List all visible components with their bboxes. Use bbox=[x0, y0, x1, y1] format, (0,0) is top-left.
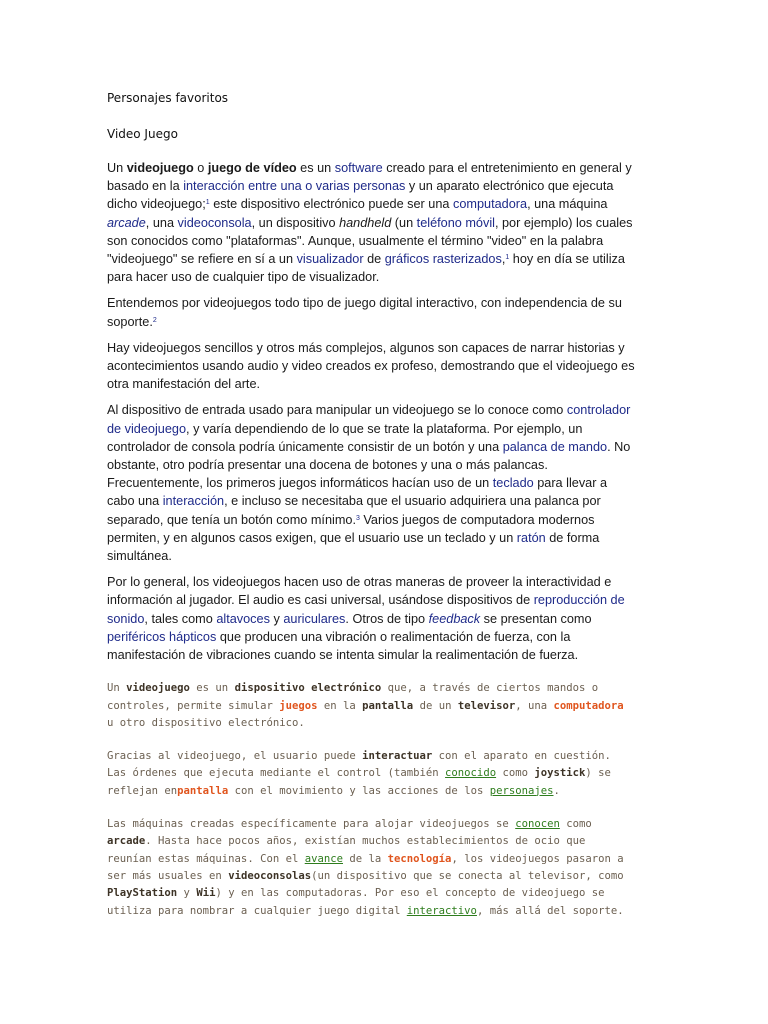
link-interactivo[interactable]: interactivo bbox=[406, 904, 477, 917]
text: ) se reflejan en bbox=[107, 767, 611, 797]
text: es un bbox=[189, 682, 235, 695]
keyword-link[interactable]: juegos bbox=[279, 699, 318, 712]
text: (un dispositivo que se conecta al televisor, como bbox=[311, 869, 624, 882]
text: Las máquinas creadas específicamente para alojar videojuegos se bbox=[107, 818, 516, 831]
footnote-ref[interactable]: 3 bbox=[355, 514, 360, 522]
link-videoconsola[interactable]: videoconsola bbox=[177, 215, 252, 230]
text: . bbox=[553, 784, 560, 797]
text: que producen una vibración o realimentación de fuerza, con la manifestación de vibraciones cuando se intenta simular la realimentación de fuerza. bbox=[107, 629, 579, 663]
link-telefono-movil[interactable]: teléfono móvil bbox=[416, 215, 495, 230]
link-controlador[interactable]: controlador de videojuego bbox=[107, 403, 631, 436]
text: . Hasta hace pocos años, existían muchos establecimientos de ocio que reunían estas máquinas. Con el bbox=[107, 835, 586, 865]
text: y bbox=[177, 887, 197, 900]
bold-term: arcade bbox=[107, 835, 146, 848]
text: para llevar a cabo una bbox=[107, 476, 608, 509]
text: , más allá del soporte. bbox=[476, 904, 624, 917]
section-heading: Video Juego bbox=[107, 127, 178, 141]
bold-term: pantalla bbox=[362, 699, 414, 712]
text: , un dispositivo bbox=[251, 215, 340, 230]
text: de la bbox=[343, 852, 388, 865]
bold-term: videoconsolas bbox=[228, 869, 312, 882]
bold-term: interactuar bbox=[362, 750, 433, 763]
text: de bbox=[363, 252, 385, 267]
paragraph-input-devices bbox=[107, 401, 635, 565]
link-altavoces[interactable]: altavoces bbox=[216, 611, 270, 626]
text: hoy en día se utiliza para hacer uso de cualquier tipo de visualizador. bbox=[107, 252, 625, 285]
text: , una bbox=[515, 699, 554, 712]
text: se presentan como bbox=[480, 611, 592, 626]
link-avance[interactable]: avance bbox=[304, 852, 343, 865]
link-teclado[interactable]: teclado bbox=[492, 476, 534, 491]
text: de forma simultánea. bbox=[107, 530, 600, 564]
text: u otro dispositivo electrónico. bbox=[107, 716, 305, 729]
footnote-ref[interactable]: 2 bbox=[152, 316, 157, 324]
text: , bbox=[501, 252, 506, 267]
text: , una máquina bbox=[527, 197, 608, 212]
link-software[interactable]: software bbox=[334, 161, 383, 175]
bold-term: Wii bbox=[196, 887, 216, 900]
link-interaccion[interactable]: interacción entre una o varias personas bbox=[183, 179, 406, 194]
bold-term: televisor bbox=[457, 699, 516, 712]
link-perifericos-hapticos[interactable]: periféricos hápticos bbox=[107, 629, 217, 644]
link-graficos-rasterizados[interactable]: gráficos rasterizados bbox=[384, 252, 502, 267]
link-palanca-de-mando[interactable]: palanca de mando bbox=[502, 439, 608, 454]
text: , por ejemplo) los cuales son conocidos como "plataformas". Aunque, usualmente el término "video" en la palabra "videojuego" se refiere en sí a un bbox=[107, 215, 633, 267]
bold-term: videojuego bbox=[126, 161, 194, 175]
paragraph-arcade bbox=[107, 816, 635, 920]
keyword-link[interactable]: tecnología bbox=[387, 852, 452, 865]
text: , una bbox=[145, 215, 178, 230]
link-conocido[interactable]: conocido bbox=[445, 767, 497, 780]
text: y un aparato electrónico que ejecuta dicho videojuego; bbox=[107, 179, 614, 212]
text: . No obstante, otro podría presentar una docena de botones y una o más palancas. Frecuentemente, los primeros juegos informáticos hacían uso de un bbox=[107, 439, 631, 491]
text: (un bbox=[391, 215, 417, 230]
text: Varios juegos de computadora modernos permiten, y en algunos casos exigen, que el usuario use un teclado y un bbox=[107, 512, 595, 545]
text: con el aparato en cuestión. Las órdenes que ejecuta mediante el control (también bbox=[107, 750, 611, 780]
paragraph-definition bbox=[107, 294, 635, 330]
text: , los videojuegos pasaron a ser más usuales en bbox=[107, 852, 624, 882]
text: con el movimiento y las acciones de los bbox=[228, 784, 490, 797]
text: Un bbox=[107, 682, 127, 695]
footnote-ref[interactable]: 1 bbox=[505, 254, 510, 262]
text: de un bbox=[413, 699, 458, 712]
text: Hay videojuegos sencillos y otros más complejos, algunos son capaces de narrar historias y acontecimientos usando audio y video creados ex profeso, demostrando que el videojuego es otra manifestación del arte. bbox=[107, 340, 635, 392]
link-interaccion-2[interactable]: interacción bbox=[162, 494, 225, 509]
text: . Otros de tipo bbox=[345, 611, 429, 626]
bold-term: joystick bbox=[534, 767, 586, 780]
text: Un bbox=[107, 161, 127, 175]
link-conocen[interactable]: conocen bbox=[515, 818, 560, 831]
paragraph-output-devices bbox=[107, 573, 635, 664]
link-raton[interactable]: ratón bbox=[516, 530, 546, 545]
text: es un bbox=[296, 161, 335, 175]
link-arcade[interactable]: arcade bbox=[107, 215, 146, 230]
text: creado para el entretenimiento en general y basado en la bbox=[107, 161, 632, 194]
link-computadora[interactable]: computadora bbox=[453, 197, 528, 212]
text: como bbox=[559, 818, 592, 831]
text: como bbox=[496, 767, 535, 780]
text: y bbox=[269, 611, 284, 626]
link-personajes[interactable]: personajes bbox=[489, 784, 554, 797]
link-auriculares[interactable]: auriculares bbox=[283, 611, 346, 626]
bold-term: juego de vídeo bbox=[207, 161, 297, 175]
text: Entendemos por videojuegos todo tipo de juego digital interactivo, con independencia de su soporte. bbox=[107, 296, 622, 329]
text: , e incluso se necesitaba que el usuario adquiriera una palanca por separado, que tenía un botón como mínimo. bbox=[107, 494, 601, 527]
bold-term: PlayStation bbox=[107, 887, 178, 900]
text: , tales como bbox=[144, 611, 217, 626]
paragraph-interaction bbox=[107, 748, 635, 800]
keyword-link[interactable]: pantalla bbox=[177, 784, 229, 797]
link-feedback[interactable]: feedback bbox=[428, 611, 481, 626]
text: o bbox=[193, 161, 208, 175]
text: este dispositivo electrónico puede ser una bbox=[209, 197, 453, 212]
bold-term: videojuego bbox=[126, 682, 190, 695]
paragraph-intro bbox=[107, 159, 635, 286]
link-reproduccion-de-sonido[interactable]: reproducción de sonido bbox=[107, 593, 625, 626]
paragraph-videojuego-definition bbox=[107, 680, 635, 732]
link-visualizador[interactable]: visualizador bbox=[296, 252, 364, 267]
text: ) y en las computadoras. Por eso el concepto de videojuego se utiliza para nombrar a cualquier juego digital bbox=[107, 887, 605, 917]
text: que, a través de ciertos mandos o controles, permite simular bbox=[107, 682, 599, 712]
footnote-ref[interactable]: 1 bbox=[205, 199, 210, 207]
bold-term: dispositivo electrónico bbox=[234, 682, 382, 695]
text: en la bbox=[317, 699, 363, 712]
text: , y varía dependiendo de lo que se trate la plataforma. Por ejemplo, un controlador de consola podría únicamente consistir de un botón y una bbox=[107, 421, 583, 454]
text: Al dispositivo de entrada usado para manipular un videojuego se lo conoce como bbox=[107, 403, 567, 418]
document-page bbox=[107, 88, 635, 920]
text: Por lo general, los videojuegos hacen uso de otras maneras de proveer la interactividad e información al jugador. El audio es casi universal, usándose dispositivos de bbox=[107, 575, 612, 608]
paragraph-complexity bbox=[107, 339, 635, 394]
text: Gracias al videojuego, el usuario puede bbox=[107, 750, 363, 763]
page-title: Personajes favoritos bbox=[107, 91, 229, 105]
keyword-link[interactable]: computadora bbox=[553, 699, 624, 712]
italic-term: handheld bbox=[339, 215, 392, 230]
